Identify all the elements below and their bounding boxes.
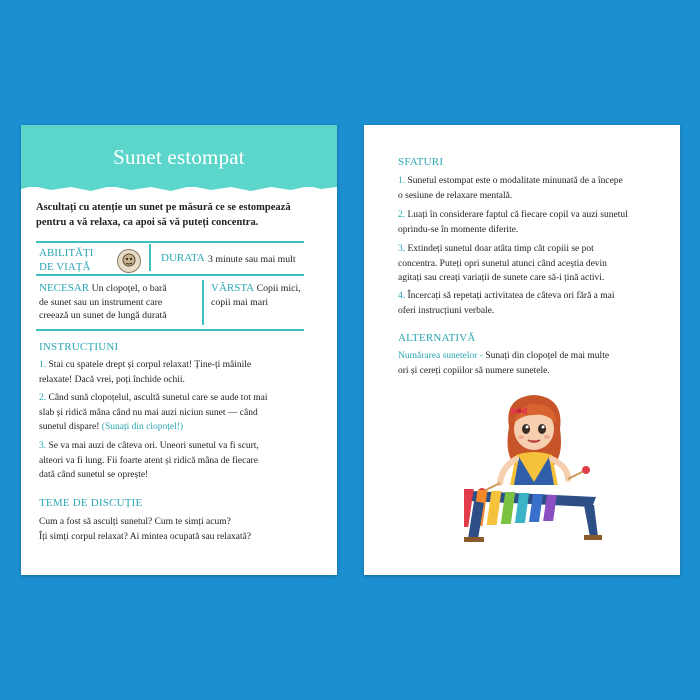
instruction-2-line3: sunetul dispare!: [39, 422, 100, 432]
necesar-block: [39, 282, 209, 323]
instruction-1-num: 1.: [39, 360, 47, 370]
card-header: [21, 125, 337, 187]
instruction-3-line1: Se va mai auzi de câteva ori. Uneori sunetul va fi scurt,: [48, 441, 259, 451]
tip-3-line2: concentra. Puteți opri sunetul atunci când aceștia devin: [398, 258, 607, 269]
tip-3-line1: Extindeți sunetul doar atâta timp cât copiii se pot: [407, 244, 594, 254]
teme-line2: Îți simți corpul relaxat? Ai mintea ocupată sau relaxată?: [39, 531, 252, 542]
necesar-label: NECESAR: [39, 282, 90, 294]
durata-label: DURATA: [161, 252, 205, 264]
alternative-line1: Sunați din clopoțel de mai multe: [482, 351, 610, 361]
instruction-2-line1: Când sună clopoțelul, ascultă sunetul care se aude tot mai: [48, 393, 268, 403]
tip-3-num: 3.: [398, 244, 406, 254]
girl-xylophone-illustration: [464, 387, 604, 547]
necesar-line1: Un clopoțel, o bară: [91, 283, 167, 294]
tip-1-line2: o sesiune de relaxare mentală.: [398, 190, 513, 201]
instruction-1: [39, 358, 329, 387]
instruction-2-num: 2.: [39, 393, 47, 403]
instruction-1-line2: relaxate! Dacă vrei, poți închide ochii.: [39, 374, 185, 385]
tip-2-num: 2.: [398, 210, 406, 220]
tip-4-num: 4.: [398, 291, 406, 301]
abilitati-label-line1: ABILITĂȚI: [39, 247, 94, 259]
alternativa-heading: ALTERNATIVĂ: [398, 332, 476, 344]
instruction-3-line2: alteori va fi lung. Fii foarte atent și ridică mâna de fiecare: [39, 455, 258, 466]
tip-4: [398, 289, 673, 318]
teme-text: [39, 515, 329, 544]
activity-card-back: [364, 125, 680, 575]
skill-icon: [117, 249, 141, 273]
instructiuni-heading: INSTRUCȚIUNI: [39, 341, 119, 353]
abilitati-label-line2: DE VIAȚĂ: [39, 261, 91, 273]
teme-line1: Cum a fost să asculți sunetul? Cum te simți acum?: [39, 517, 231, 527]
tip-4-line2: oferi instrucțiuni verbale.: [398, 305, 495, 316]
varsta-line2: copii mai mari: [211, 296, 269, 308]
instruction-2-line2: slab și ridică mâna când nu mai auzi niciun sunet — când: [39, 407, 258, 418]
instruction-1-line1: Stai cu spatele drept și corpul relaxat! Ține-ți mâinile: [48, 360, 252, 370]
vertical-divider: [202, 280, 204, 325]
tip-2-line1: Luați în considerare faptul că fiecare copil va auzi sunetul: [407, 210, 628, 220]
durata-value: 3 minute sau mai mult: [208, 254, 296, 265]
card-title: Sunet estompat: [113, 145, 245, 169]
divider: [36, 241, 304, 243]
intro-text: Ascultați cu atenție un sunet pe măsură ce se estompează pentru a vă relaxa, ca apoi să vă puteți concentra.: [36, 202, 291, 228]
abilitati-label: [39, 246, 93, 274]
alternative-highlight: Numărarea sunetelor -: [398, 351, 483, 361]
necesar-line3: creează un sunet de lungă durată: [39, 310, 167, 321]
divider: [36, 274, 304, 276]
varsta-block: [211, 282, 321, 309]
instruction-3-num: 3.: [39, 441, 47, 451]
tip-1-line1: Sunetul estompat este o modalitate minunată de a începe: [407, 176, 623, 186]
vertical-divider: [149, 244, 151, 271]
alternative-line2: ori și cereți copiilor să numere sunetele.: [398, 365, 550, 376]
instruction-2-highlight: (Sunați din clopoțel!): [101, 422, 184, 432]
instruction-3: [39, 439, 329, 483]
divider: [36, 329, 304, 331]
alternative-text: [398, 349, 673, 378]
activity-card-front: [21, 125, 337, 575]
instruction-3-line3: dată când sunetul se oprește!: [39, 470, 149, 480]
varsta-line1: Copii mici,: [256, 283, 301, 294]
tip-4-line1: Încercați să repetați activitatea de câteva ori fără a mai: [407, 291, 615, 301]
varsta-label: VÂRSTA: [211, 282, 255, 294]
tip-2-line2: oprindu-se în momente diferite.: [398, 224, 519, 235]
sfaturi-heading: SFATURI: [398, 156, 444, 168]
tip-3: [398, 242, 673, 286]
instruction-2: [39, 391, 329, 435]
tip-1: [398, 174, 673, 203]
teme-heading: TEME DE DISCUȚIE: [39, 497, 143, 509]
tip-1-num: 1.: [398, 176, 406, 186]
brush-edge: [21, 181, 337, 195]
tip-3-line3: agitați sau creați variații de sunete care să-i țină activi.: [398, 273, 605, 283]
tip-2: [398, 208, 673, 237]
necesar-line2: de sunet sau un instrument care: [39, 296, 163, 308]
